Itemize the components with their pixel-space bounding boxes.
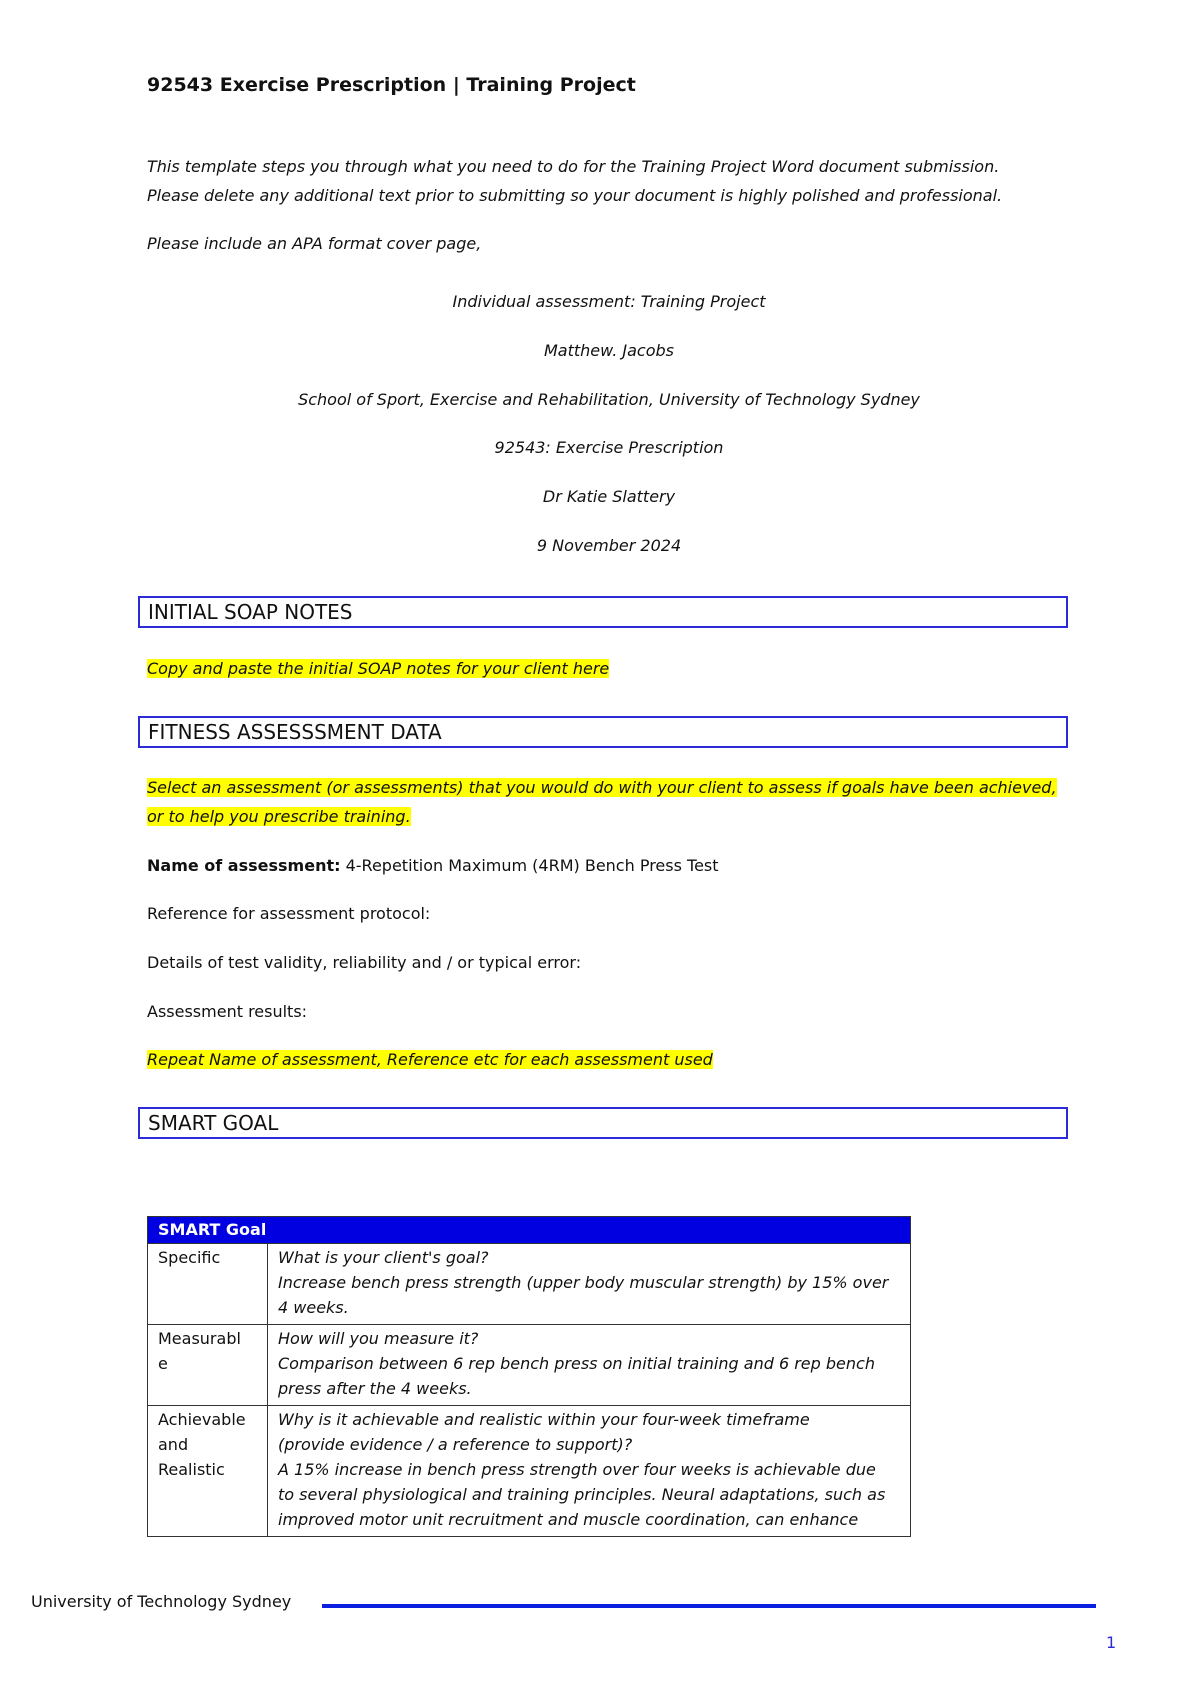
content-line: press after the 4 weeks. [278,1379,472,1398]
smart-goal-table [147,1216,911,1537]
section-heading-fitness: FITNESS ASSESSSMENT DATA [138,716,1068,748]
content-line: How will you measure it? [278,1329,479,1348]
cover-school: School of Sport, Exercise and Rehabilitation, University of Technology Sydney [298,390,920,409]
section-heading-smart: SMART GOAL [138,1107,1068,1139]
content-line: Increase bench press strength (upper body muscular strength) by 15% over [278,1273,889,1292]
row-label-text: Specific [158,1248,221,1267]
content-line: to several physiological and training principles. Neural adaptations, such as [278,1485,886,1504]
soap-instruction-text: Copy and paste the initial SOAP notes for your client here [147,659,610,678]
content-line: A 15% increase in bench press strength over four weeks is achievable due [278,1460,876,1479]
intro-line-1: This template steps you through what you need to do for the Training Project Word document submission. [147,157,1000,176]
footer-divider [322,1604,1096,1608]
soap-instruction [147,654,609,683]
row-label-measurable [148,1325,268,1406]
page-number: 1 [1106,1633,1117,1652]
assessment-validity-label: Details of test validity, reliability and / or typical error: [147,953,582,972]
table-row [148,1244,911,1325]
footer-organization: University of Technology Sydney [31,1592,292,1611]
table-row [148,1406,911,1537]
cover-lecturer: Dr Katie Slattery [542,487,676,506]
cover-assessment: Individual assessment: Training Project [452,292,766,311]
content-line: improved motor unit recruitment and muscle coordination, can enhance [278,1510,859,1529]
table-header-row [148,1217,911,1244]
assessment-name-row [147,856,719,875]
assessment-name-label: Name of assessment: [147,856,341,875]
row-label-text: and [158,1435,189,1454]
cover-date: 9 November 2024 [536,536,682,555]
section-heading-soap: INITIAL SOAP NOTES [138,596,1068,628]
document-title: 92543 Exercise Prescription | Training Project [147,74,636,96]
fitness-instruction-line-1 [147,773,1057,802]
row-content-achievable [268,1406,911,1537]
row-label-text: Measurabl [158,1329,241,1348]
row-content-specific [268,1244,911,1325]
assessment-reference-label: Reference for assessment protocol: [147,904,431,923]
repeat-instruction [147,1045,713,1074]
content-line: What is your client's goal? [278,1248,489,1267]
table-row [148,1325,911,1406]
fitness-instruction-line-2 [147,802,411,831]
row-label-text: Achievable [158,1410,246,1429]
cover-author: Matthew. Jacobs [544,341,674,360]
row-label-text: Realistic [158,1460,225,1479]
content-line: (provide evidence / a reference to support)? [278,1435,633,1454]
repeat-instruction-text: Repeat Name of assessment, Reference etc for each assessment used [147,1050,713,1069]
cover-subject: 92543: Exercise Prescription [494,438,724,457]
content-line: Why is it achievable and realistic within your four-week timeframe [278,1410,810,1429]
fitness-instruction-text-1: Select an assessment (or assessments) that you would do with your client to assess if goals have been achieved, [147,778,1057,797]
row-content-measurable [268,1325,911,1406]
intro-line-2: Please delete any additional text prior to submitting so your document is highly polished and professional. [147,186,1003,205]
row-label-specific [148,1244,268,1325]
content-line: 4 weeks. [278,1298,349,1317]
table-header: SMART Goal [148,1217,911,1244]
content-line: Comparison between 6 rep bench press on initial training and 6 rep bench [278,1354,875,1373]
row-label-text: e [158,1354,168,1373]
assessment-name-value: 4-Repetition Maximum (4RM) Bench Press Test [340,856,719,875]
fitness-instruction-text-2: or to help you prescribe training. [147,807,411,826]
row-label-achievable [148,1406,268,1537]
assessment-results-label: Assessment results: [147,1002,308,1021]
intro-line-3: Please include an APA format cover page, [147,234,482,253]
